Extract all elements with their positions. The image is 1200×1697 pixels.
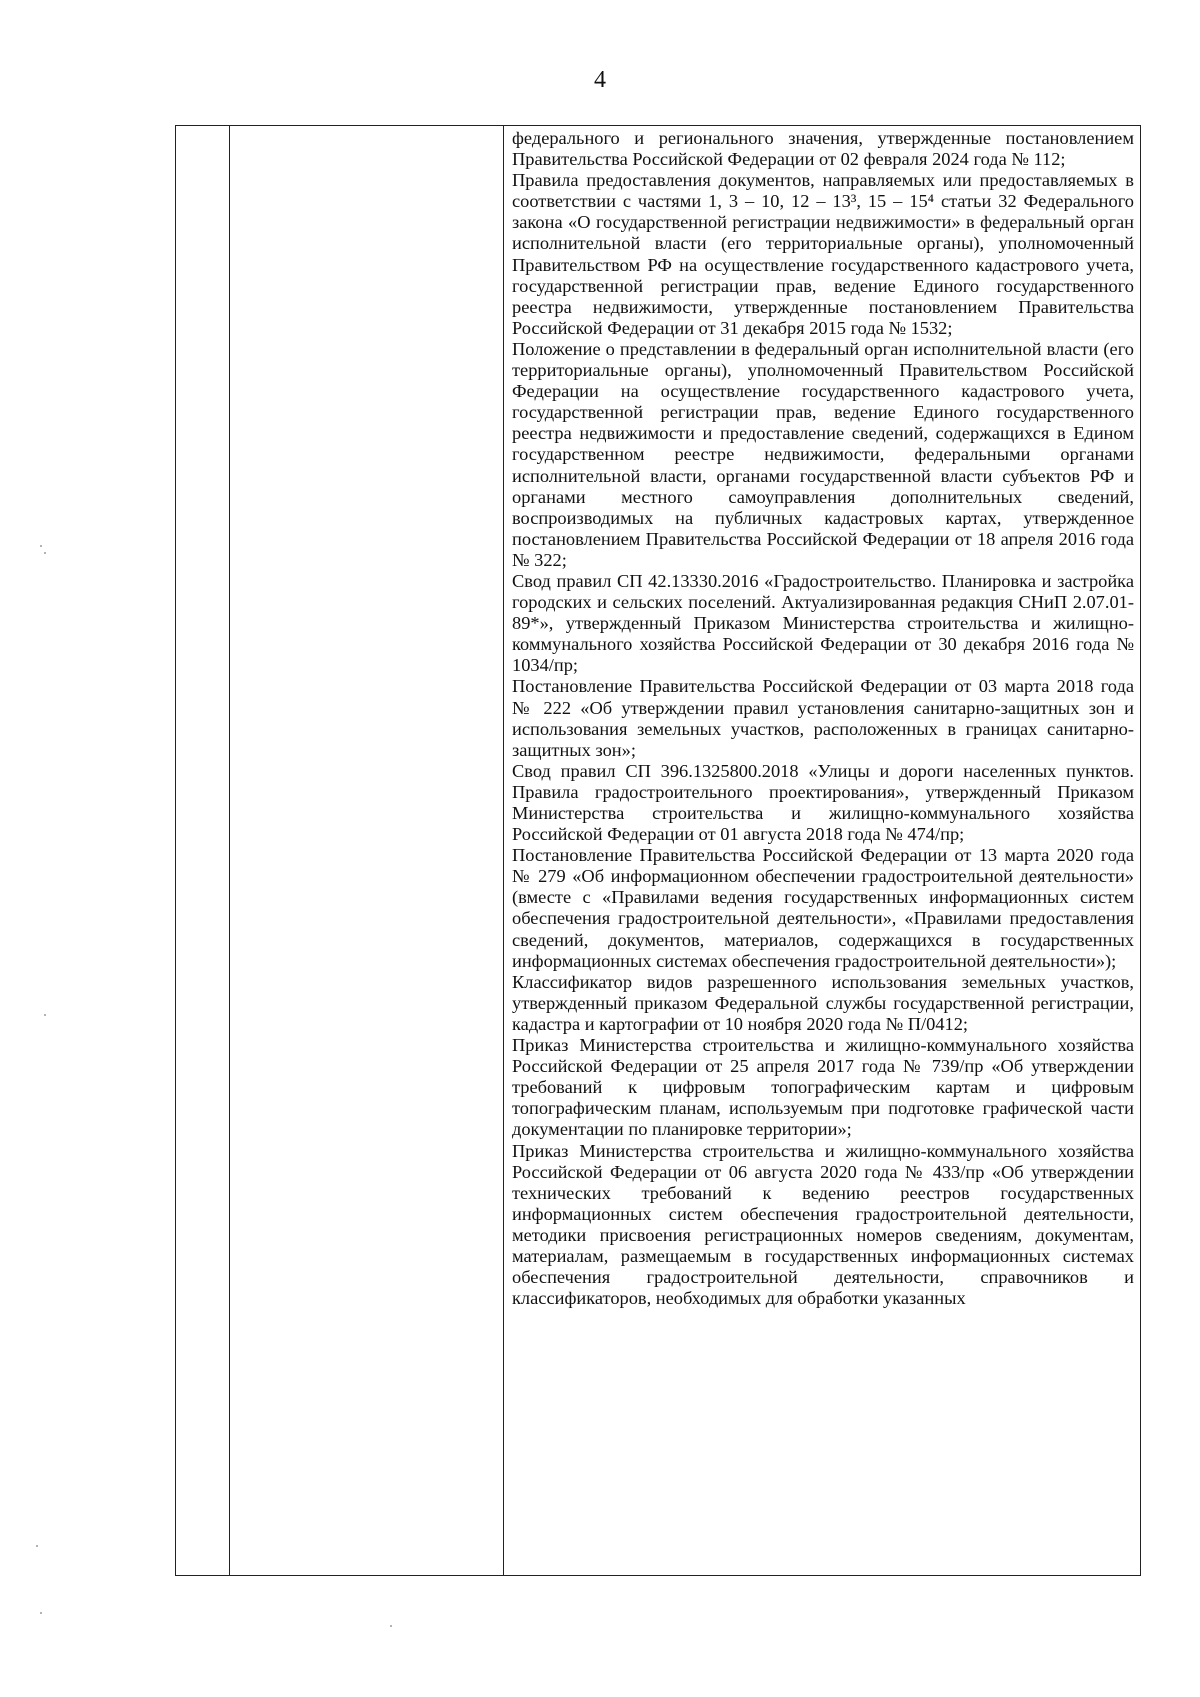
table-cell-number: [176, 126, 230, 1576]
list-item: Приказ Министерства строительства и жилищно-коммунального хозяйства Российской Федерации от 06 августа 2020 года № 433/пр «Об утверждении технических требований к ведению реестров государственных информационных систем обеспечения градостроительной деятельности, методики присвоения регистрационных номеров сведениям, документам, материалам, размещаемым в государственных информационных системах обеспечения градостроительной деятельности, справочников и классификаторов, необходимых для обработки указанных: [512, 1140, 1134, 1309]
scan-speck: [40, 545, 42, 547]
list-item: Постановление Правительства Российской Федерации от 13 марта 2020 года № 279 «Об информационном обеспечении градостроительной деятельности» (вместе с «Правилами ведения государственных информационных систем обеспечения градостроительной деятельности», «Правилами предоставления сведений, документов, материалов, содержащихся в государственных информационных системах обеспечения градостроительной деятельности»);: [512, 845, 1134, 971]
regulations-list: [504, 126, 1140, 1309]
table-cell-content: [504, 126, 1141, 1576]
table-row: [176, 126, 1141, 1576]
list-item: Классификатор видов разрешенного использования земельных участков, утвержденный приказом Федеральной службы государственной регистрации, кадастра и картографии от 10 ноября 2020 года № П/0412;: [512, 971, 1134, 1034]
table-cell-title: [230, 126, 504, 1576]
list-item: Свод правил СП 42.13330.2016 «Градостроительство. Планировка и застройка городских и сельских поселений. Актуализированная редакция СНиП 2.07.01-89*», утвержденный Приказом Министерства строительства и жилищно-коммунального хозяйства Российской Федерации от 30 декабря 2016 года № 1034/пр;: [512, 570, 1134, 676]
list-item: Правила предоставления документов, направляемых или предоставляемых в соответствии с частями 1, 3 – 10, 12 – 13³, 15 – 15⁴ статьи 32 Федерального закона «О государственной регистрации недвижимости» в федеральный орган исполнительной власти (его территориальные органы), уполномоченный Правительством РФ на осуществление государственного кадастрового учета, государственной регистрации прав, ведение Единого государственного реестра недвижимости, утвержденные постановлением Правительства Российской Федерации от 31 декабря 2015 года № 1532;: [512, 170, 1134, 338]
page-number: 4: [594, 67, 606, 93]
list-item: Приказ Министерства строительства и жилищно-коммунального хозяйства Российской Федерации от 25 апреля 2017 года № 739/пр «Об утверждении требований к цифровым топографическим картам и цифровым топографическим планам, используемым при подготовке графической части документации по планировке территории»;: [512, 1035, 1134, 1140]
scan-speck: [36, 1545, 38, 1547]
document-table: [175, 125, 1141, 1576]
scan-speck: [40, 1612, 42, 1614]
list-item: Постановление Правительства Российской Федерации от 03 марта 2018 года № 222 «Об утверждении правил установления санитарно-защитных зон и использования земельных участков, расположенных в границах санитарно-защитных зон»;: [512, 676, 1134, 760]
scan-speck: [44, 552, 46, 554]
scan-speck: [390, 1625, 392, 1627]
list-item: федерального и регионального значения, утвержденные постановлением Правительства Российской Федерации от 02 февраля 2024 года № 112;: [512, 128, 1134, 170]
list-item: Положение о представлении в федеральный орган исполнительной власти (его территориальные органы), уполномоченный Правительством Российской Федерации на осуществление государственного кадастрового учета, государственной регистрации прав, ведение Единого государственного реестра недвижимости и предоставление сведений, содержащихся в Едином государственном реестре недвижимости, федеральными органами исполнительной власти, органами государственной власти субъектов РФ и органами местного самоуправления дополнительных сведений, воспроизводимых на публичных кадастровых картах, утвержденное постановлением Правительства Российской Федерации от 18 апреля 2016 года № 322;: [512, 338, 1134, 570]
scan-speck: [44, 1014, 46, 1016]
list-item: Свод правил СП 396.1325800.2018 «Улицы и дороги населенных пунктов. Правила градостроительного проектирования», утвержденный Приказом Министерства строительства и жилищно-коммунального хозяйства Российской Федерации от 01 августа 2018 года № 474/пр;: [512, 760, 1134, 845]
